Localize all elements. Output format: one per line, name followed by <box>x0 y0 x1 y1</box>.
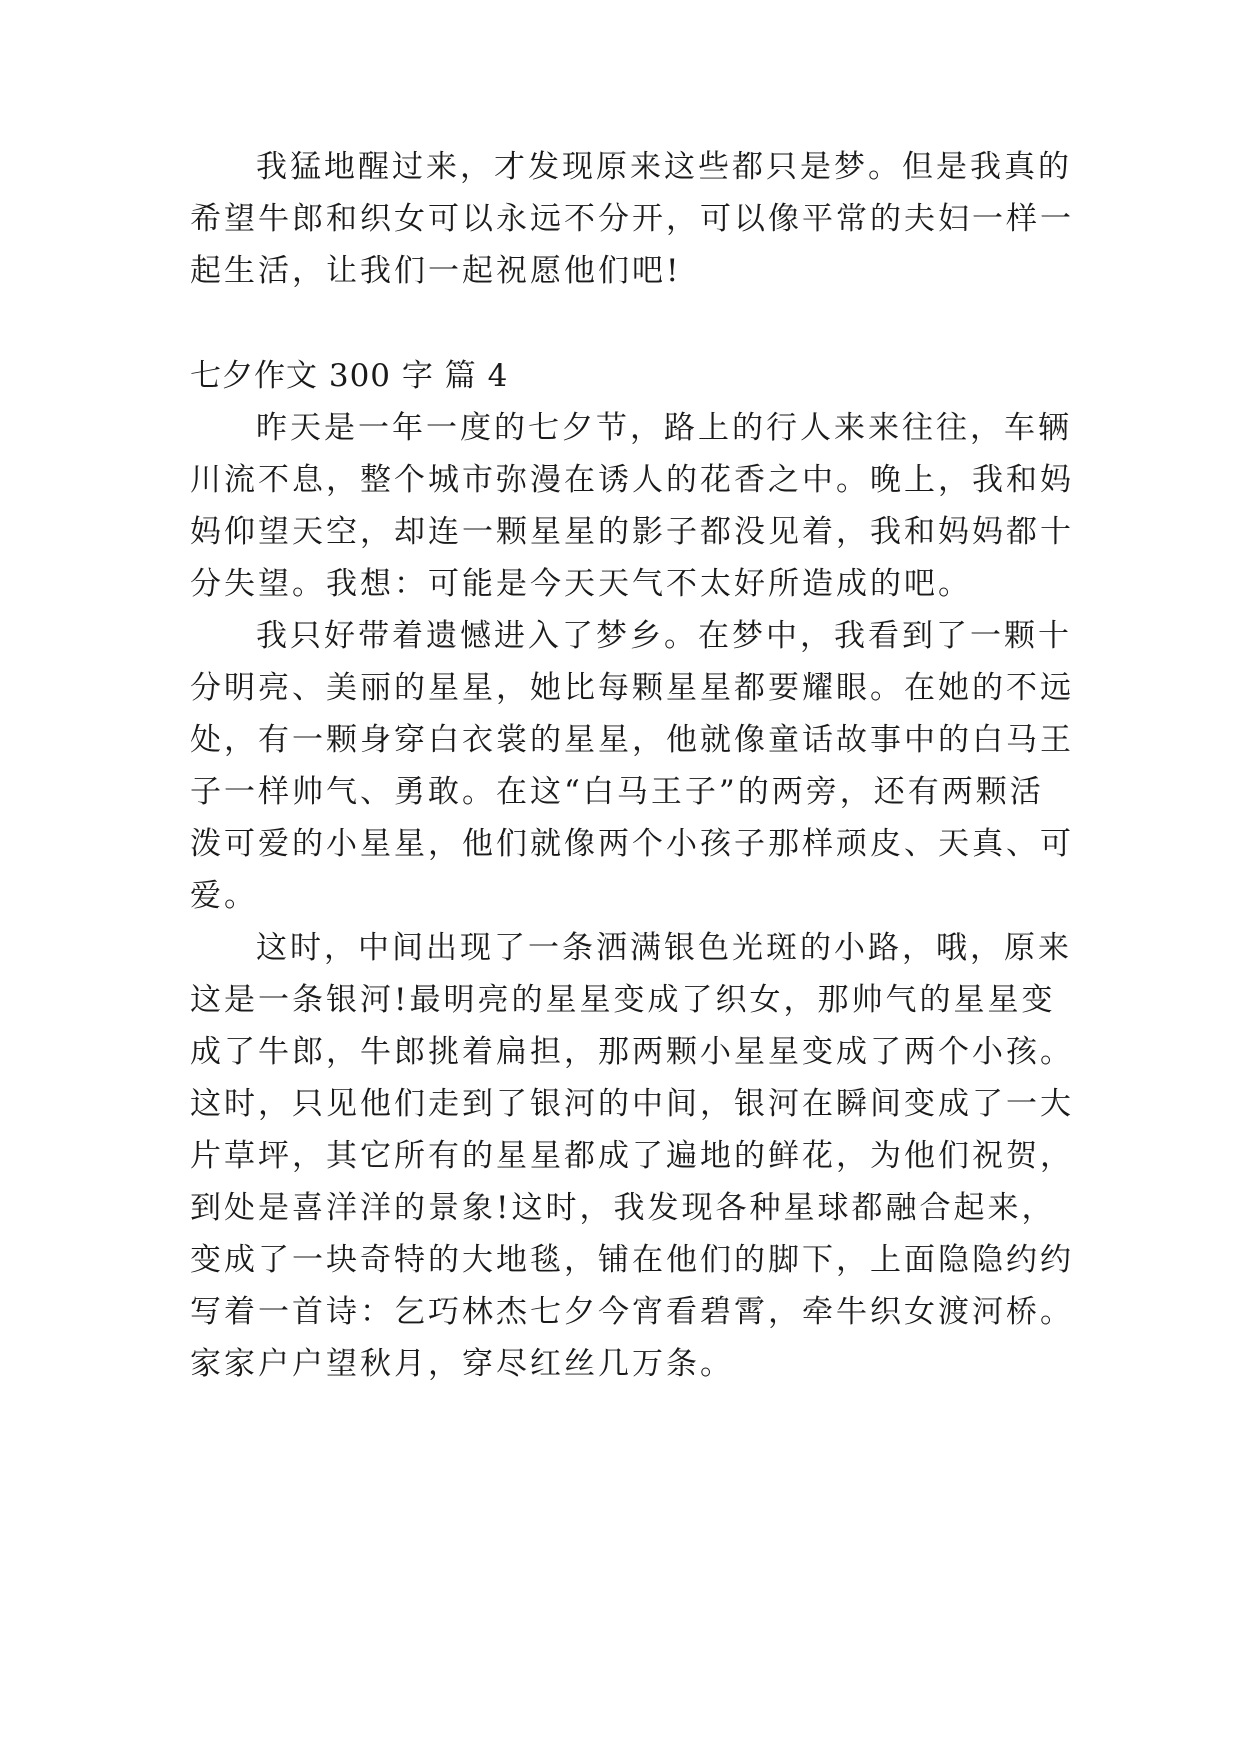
text-line: 成了牛郎，牛郎挑着扁担，那两颗小星星变成了两个小孩。 <box>190 1034 1074 1070</box>
text-line: 这时，中间出现了一条洒满银色光斑的小路，哦，原来 <box>256 930 1072 966</box>
text-line: 泼可爱的小星星，他们就像两个小孩子那样顽皮、天真、可 <box>190 826 1074 862</box>
text-line: 处，有一颗身穿白衣裳的星星，他就像童话故事中的白马王 <box>190 722 1074 758</box>
text-line: 我只好带着遗憾进入了梦乡。在梦中，我看到了一颗十 <box>256 618 1072 654</box>
text-line: 子一样帅气、勇敢。在这“白马王子”的两旁，还有两颗活 <box>190 774 1044 810</box>
text-line: 这时，只见他们走到了银河的中间，银河在瞬间变成了一大 <box>190 1086 1074 1122</box>
text-line: 我猛地醒过来，才发现原来这些都只是梦。但是我真的 <box>256 149 1072 185</box>
section-heading: 七夕作文 300 字 篇 4 <box>190 358 509 394</box>
text-line: 分失望。我想：可能是今天天气不太好所造成的吧。 <box>190 566 972 602</box>
text-line: 写着一首诗：乞巧林杰七夕今宵看碧霄，牵牛织女渡河桥。 <box>190 1294 1074 1330</box>
text-line: 变成了一块奇特的大地毯，铺在他们的脚下，上面隐隐约约 <box>190 1242 1074 1278</box>
text-line: 起生活，让我们一起祝愿他们吧! <box>190 253 682 289</box>
text-line: 到处是喜洋洋的景象!这时，我发现各种星球都融合起来， <box>190 1190 1056 1226</box>
text-line: 这是一条银河!最明亮的星星变成了织女，那帅气的星星变 <box>190 982 1056 1018</box>
text-line: 希望牛郎和织女可以永远不分开，可以像平常的夫妇一样一 <box>190 201 1074 237</box>
text-line: 分明亮、美丽的星星，她比每颗星星都要耀眼。在她的不远 <box>190 670 1074 706</box>
text-line: 爱。 <box>190 878 258 914</box>
text-line: 妈仰望天空，却连一颗星星的影子都没见着，我和妈妈都十 <box>190 514 1074 550</box>
text-line: 昨天是一年一度的七夕节，路上的行人来来往往，车辆 <box>256 410 1072 446</box>
text-line: 川流不息，整个城市弥漫在诱人的花香之中。晚上，我和妈 <box>190 462 1074 498</box>
text-line: 片草坪，其它所有的星星都成了遍地的鲜花，为他们祝贺， <box>190 1138 1074 1174</box>
text-line: 家家户户望秋月，穿尽红丝几万条。 <box>190 1346 734 1382</box>
